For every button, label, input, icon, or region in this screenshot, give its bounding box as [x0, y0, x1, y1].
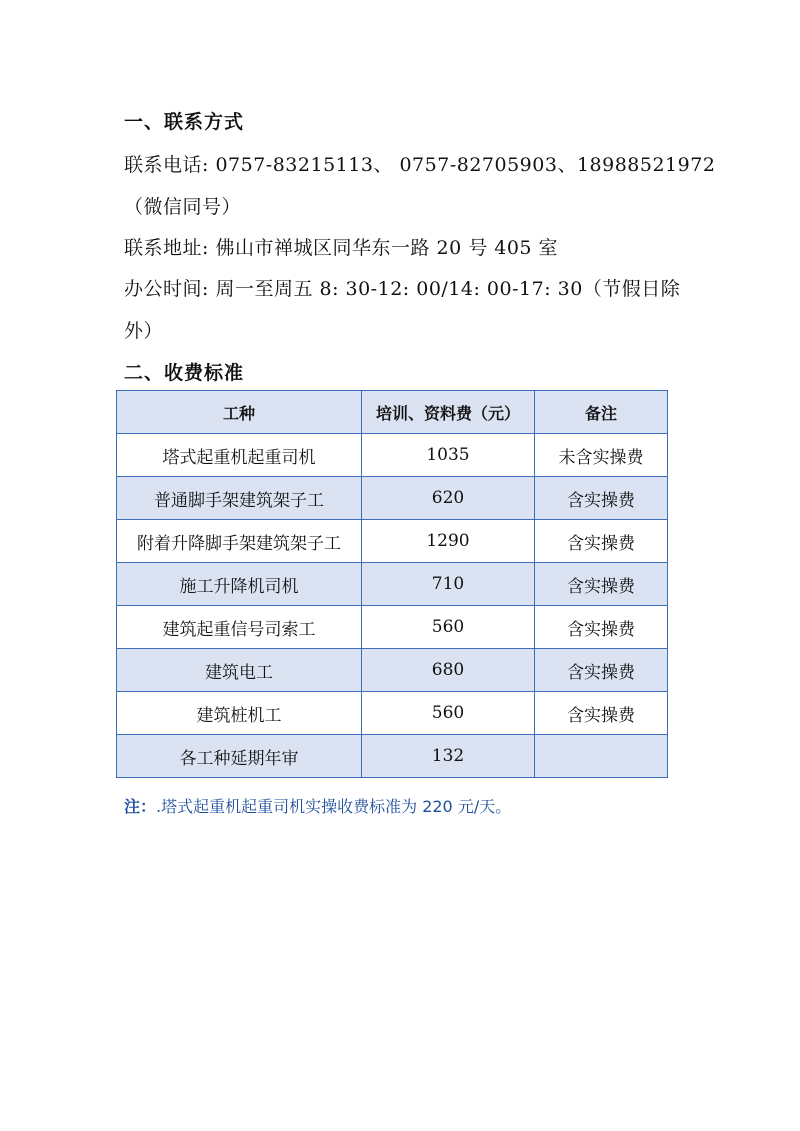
- footnote: [124, 794, 511, 817]
- fee-cell: 560: [362, 692, 535, 735]
- job-type-cell: 普通脚手架建筑架子工: [117, 477, 362, 520]
- job-type-cell: 建筑电工: [117, 649, 362, 692]
- table-row: [117, 477, 668, 520]
- remark-cell: 含实操费: [535, 477, 668, 520]
- table-row: [117, 563, 668, 606]
- fee-cell: 1035: [362, 434, 535, 477]
- footnote-label: 注：: [124, 797, 157, 816]
- remark-cell: 未含实操费: [535, 434, 668, 477]
- fee-cell: 132: [362, 735, 535, 778]
- section-heading-contact: 一、联系方式: [124, 111, 245, 133]
- job-type-cell: 塔式起重机起重司机: [117, 434, 362, 477]
- table-row: [117, 649, 668, 692]
- contact-phone-line: 联系电话: 0757-83215113、 0757-82705903、18988521972: [124, 154, 716, 176]
- contact-phone-note: （微信同号）: [124, 196, 242, 218]
- fee-cell: 710: [362, 563, 535, 606]
- footnote-text: .塔式起重机起重司机实操收费标准为 220 元/天。: [156, 797, 512, 816]
- fee-table: [116, 390, 668, 778]
- job-type-cell: 建筑桩机工: [117, 692, 362, 735]
- job-type-cell: 施工升降机司机: [117, 563, 362, 606]
- table-row: [117, 606, 668, 649]
- contact-address: 联系地址: 佛山市禅城区同华东一路 20 号 405 室: [124, 237, 559, 259]
- fee-cell: 620: [362, 477, 535, 520]
- column-header-job-type: 工种: [117, 391, 362, 434]
- fee-cell: 680: [362, 649, 535, 692]
- column-header-fee: 培训、资料费（元）: [362, 391, 535, 434]
- table-row: [117, 434, 668, 477]
- remark-cell: 含实操费: [535, 520, 668, 563]
- job-type-cell: 附着升降脚手架建筑架子工: [117, 520, 362, 563]
- job-type-cell: 建筑起重信号司索工: [117, 606, 362, 649]
- column-header-remark: 备注: [535, 391, 668, 434]
- section-heading-fees: 二、收费标准: [124, 362, 245, 384]
- table-row: [117, 520, 668, 563]
- table-row: [117, 735, 668, 778]
- fee-cell: 1290: [362, 520, 535, 563]
- remark-cell: [535, 735, 668, 778]
- fee-cell: 560: [362, 606, 535, 649]
- table-header-row: [117, 391, 668, 434]
- job-type-cell: 各工种延期年审: [117, 735, 362, 778]
- table-row: [117, 692, 668, 735]
- office-hours-continuation: 外）: [124, 320, 164, 342]
- remark-cell: 含实操费: [535, 692, 668, 735]
- remark-cell: 含实操费: [535, 649, 668, 692]
- office-hours-line: 办公时间: 周一至周五 8: 30-12: 00/14: 00-17: 30（节假日除: [124, 278, 681, 300]
- remark-cell: 含实操费: [535, 563, 668, 606]
- remark-cell: 含实操费: [535, 606, 668, 649]
